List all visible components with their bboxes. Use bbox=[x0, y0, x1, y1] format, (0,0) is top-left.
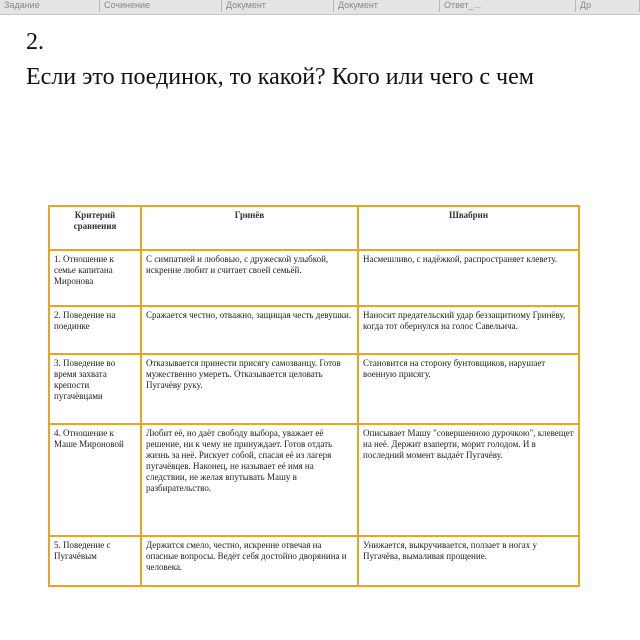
browser-tab[interactable]: Документ bbox=[334, 0, 440, 12]
browser-tab[interactable]: Задание bbox=[0, 0, 100, 12]
table-header-row bbox=[49, 206, 579, 250]
browser-tab[interactable]: Сочинение bbox=[100, 0, 222, 12]
criterion-cell: 5. Поведение с Пугачёвым bbox=[49, 536, 141, 586]
grinev-cell: С симпатией и любовью, с дружеской улыбкой, искренне любит и считает своей семьёй. bbox=[141, 250, 358, 306]
shvabrin-cell: Становится на сторону бунтовщиков, нарушает военную присягу. bbox=[358, 354, 579, 424]
table-row bbox=[49, 354, 579, 424]
criterion-cell: 3. Поведение во время захвата крепости пугачёвцами bbox=[49, 354, 141, 424]
shvabrin-cell: Унижается, выкручивается, ползает в ногах у Пугачёва, вымаливая прощение. bbox=[358, 536, 579, 586]
criterion-cell: 1. Отношение к семье капитана Миронова bbox=[49, 250, 141, 306]
criterion-cell: 4. Отношение к Маше Мироновой bbox=[49, 424, 141, 536]
shvabrin-cell: Описывает Машу "совершенною дурочкою", клевещет на неё. Держит взаперти, морит голодом. И в последний момент выдаёт Пугачёву. bbox=[358, 424, 579, 536]
task-number: 2. bbox=[26, 29, 44, 55]
grinev-cell: Любит её, но даёт свободу выбора, уважает её решение, ни к чему не принуждает. Готов отдать жизнь за неё. Рискует собой, спасая её из лагеря пугачёвцев. Наконец, не называет её имя на следствии, не желая впутывать Машу в разбирательство. bbox=[141, 424, 358, 536]
grinev-cell: Держится смело, честно, искренне отвечая на опасные вопросы. Ведёт себя достойно дворянина и человека. bbox=[141, 536, 358, 586]
table-row bbox=[49, 424, 579, 536]
criterion-cell: 2. Поведение на поединке bbox=[49, 306, 141, 354]
shvabrin-cell: Насмешливо, с надёжкой, распространяет клевету. bbox=[358, 250, 579, 306]
browser-tab[interactable]: Документ bbox=[222, 0, 334, 12]
task-question: Если это поединок, то какой? Кого или чего с чем bbox=[26, 64, 534, 90]
grinev-cell: Сражается честно, отважно, защищая честь девушки. bbox=[141, 306, 358, 354]
table-row bbox=[49, 306, 579, 354]
column-header-criterion: Критерий сравнения bbox=[49, 206, 141, 250]
browser-tab[interactable]: Ответ_... bbox=[440, 0, 576, 12]
shvabrin-cell: Наносит предательский удар беззащитному Гринёву, когда тот обернулся на голос Савельича. bbox=[358, 306, 579, 354]
browser-tab[interactable]: Др bbox=[576, 0, 640, 12]
table-row bbox=[49, 250, 579, 306]
column-header-shvabrin: Швабрин bbox=[358, 206, 579, 250]
column-header-grinev: Гринёв bbox=[141, 206, 358, 250]
table-row bbox=[49, 536, 579, 586]
comparison-table bbox=[48, 205, 580, 587]
grinev-cell: Отказывается принести присягу самозванцу. Готов мужественно умереть. Отказывается целовать Пугачёву руку. bbox=[141, 354, 358, 424]
browser-tab-bar bbox=[0, 0, 640, 15]
